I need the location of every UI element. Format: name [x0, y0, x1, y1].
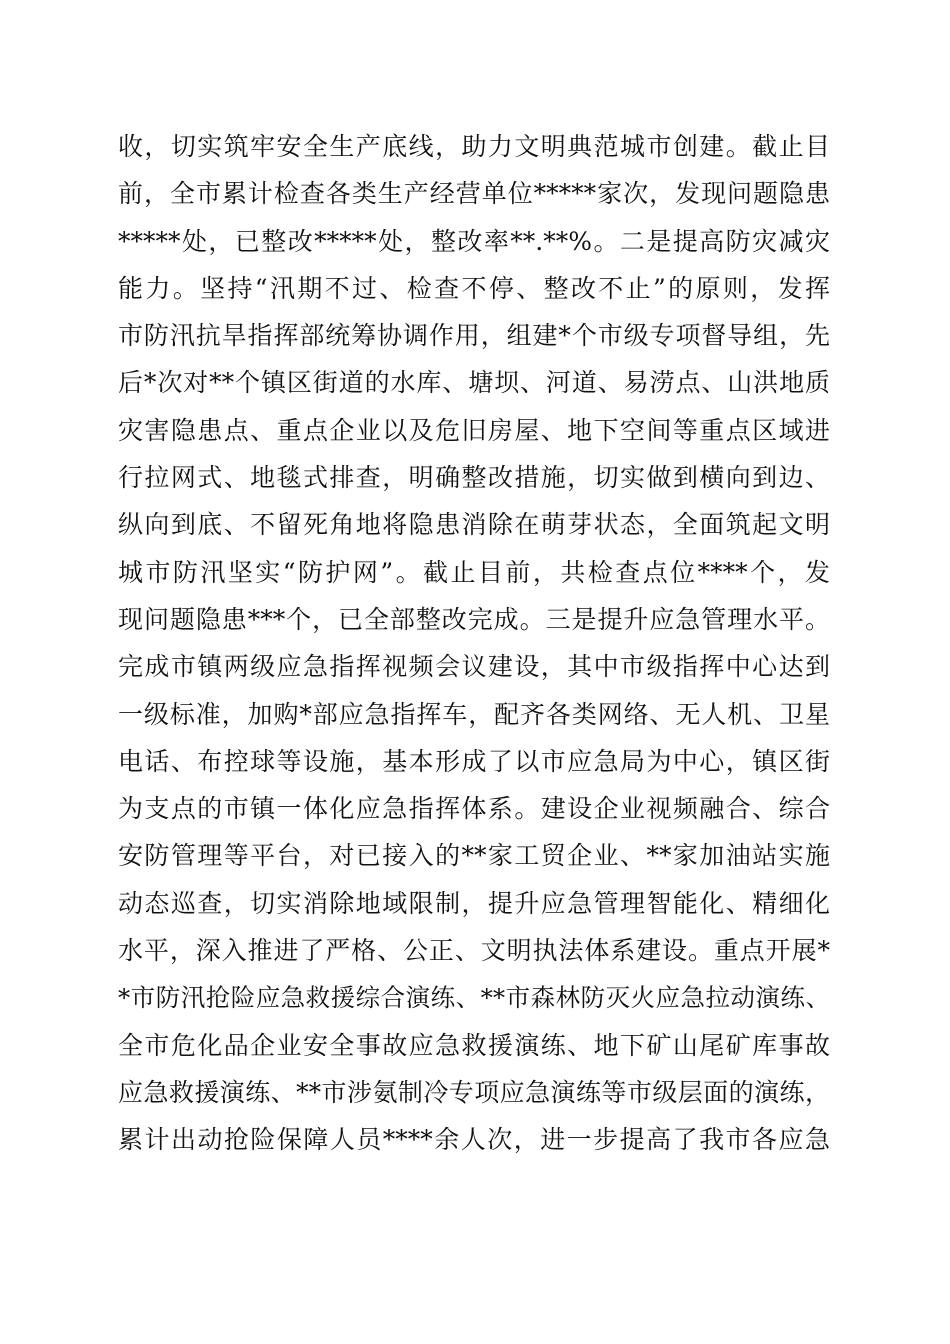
text-line: 收，切实筑牢安全生产底线，助力文明典范城市创建。截止目	[118, 132, 830, 161]
text-line: 电话、布控球等设施，基本形成了以市应急局为中心，镇区街	[118, 746, 830, 776]
text-line: 一级标准，加购*部应急指挥车，配齐各类网络、无人机、卫星	[118, 699, 830, 729]
text-line: 全市危化品企业安全事故应急救援演练、地下矿山尾矿库事故	[118, 1030, 830, 1060]
text-line: 行拉网式、地毯式排查，明确整改措施，切实做到横向到边、	[118, 463, 830, 493]
text-line: 为支点的市镇一体化应急指挥体系。建设企业视频融合、综合	[118, 794, 830, 824]
text-line: 城市防汛坚实“防护网”。截止目前，共检查点位****个，发	[118, 557, 830, 587]
text-line: 后*次对**个镇区街道的水库、塘坝、河道、易涝点、山洪地质	[118, 368, 830, 398]
text-line: 累计出动抢险保障人员****余人次，进一步提高了我市各应急	[118, 1125, 830, 1155]
text-line: 纵向到底、不留死角地将隐患消除在萌芽状态，全面筑起文明	[118, 510, 830, 540]
text-line: 能力。坚持“汛期不过、检查不停、整改不止”的原则，发挥	[118, 273, 830, 303]
text-line: 安防管理等平台，对已接入的**家工贸企业、**家加油站实施	[118, 841, 830, 871]
text-line: 灾害隐患点、重点企业以及危旧房屋、地下空间等重点区域进	[118, 415, 830, 445]
text-line: 前，全市累计检查各类生产经营单位*****家次，发现问题隐患	[118, 179, 830, 209]
text-line: 现问题隐患***个，已全部整改完成。三是提升应急管理水平。	[118, 604, 830, 634]
text-line: 水平，深入推进了严格、公正、文明执法体系建设。重点开展*	[118, 936, 830, 966]
body-paragraph	[118, 123, 830, 1164]
text-line: *市防汛抢险应急救援综合演练、**市森林防灭火应急拉动演练、	[118, 983, 830, 1013]
text-line: 市防汛抗旱指挥部统筹协调作用，组建*个市级专项督导组，先	[118, 321, 830, 351]
text-line: *****处，已整改*****处，整改率**.**%。二是提高防灾减灾	[118, 226, 830, 256]
text-line: 完成市镇两级应急指挥视频会议建设，其中市级指挥中心达到	[118, 652, 830, 682]
text-line: 动态巡查，切实消除地域限制，提升应急管理智能化、精细化	[118, 888, 830, 918]
text-line: 应急救援演练、**市涉氨制冷专项应急演练等市级层面的演练，	[118, 1077, 830, 1107]
